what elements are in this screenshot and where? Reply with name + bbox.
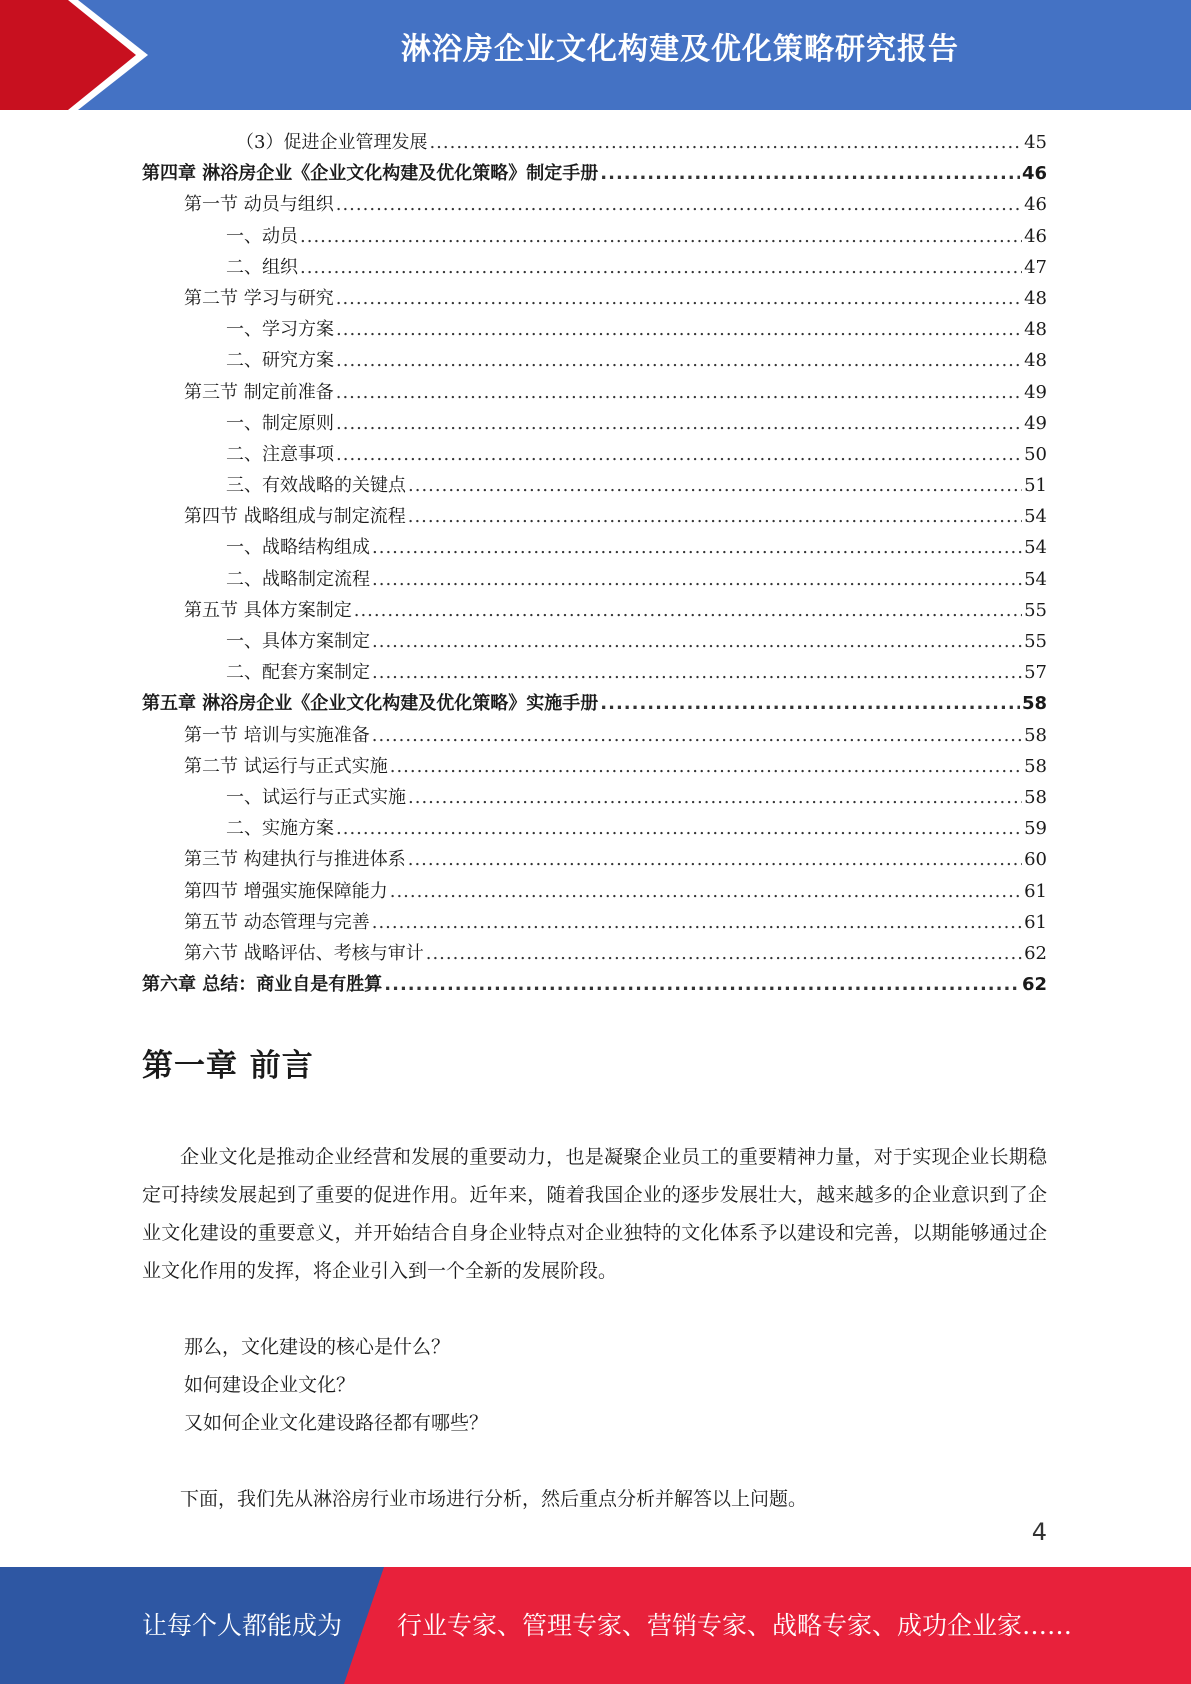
question-line: 又如何企业文化建设路径都有哪些？	[184, 1412, 489, 1434]
toc-entry-label: （3）促进企业管理发展	[236, 132, 428, 153]
toc-entry-label: 一、动员	[226, 225, 298, 247]
toc-entry-subsection[interactable]	[142, 409, 1047, 440]
toc-page-number: 61	[1024, 911, 1047, 933]
toc-entry-label: 二、实施方案	[226, 818, 334, 840]
toc-entry-label: 第二节 学习与研究	[184, 287, 334, 309]
toc-entry-label: 二、战略制定流程	[226, 568, 370, 590]
toc-entry-subsection[interactable]	[142, 253, 1047, 284]
toc-leader-dots	[300, 257, 1022, 278]
toc-entry-subsection[interactable]	[142, 440, 1047, 471]
page-header	[0, 0, 1191, 110]
toc-page-number: 50	[1024, 443, 1047, 465]
toc-page-number: 58	[1024, 724, 1047, 746]
toc-leader-dots	[372, 912, 1022, 933]
toc-entry-label: 一、试运行与正式实施	[226, 786, 406, 808]
toc-page-number: 55	[1024, 631, 1047, 652]
toc-entry-section[interactable]	[142, 939, 1047, 970]
toc-entry-chapter[interactable]	[142, 159, 1047, 190]
toc-leader-dots	[390, 881, 1022, 902]
toc-entry-label: 第四节 增强实施保障能力	[184, 880, 388, 902]
toc-page-number: 46	[1024, 225, 1047, 247]
toc-entry-label: 第四节 战略组成与制定流程	[184, 506, 406, 528]
report-title: 淋浴房企业文化构建及优化策略研究报告	[401, 32, 959, 67]
toc-page-number: 62	[1021, 974, 1047, 996]
toc-leader-dots	[336, 288, 1022, 309]
table-of-contents	[142, 128, 1047, 1001]
toc-entry-subsection[interactable]	[142, 315, 1047, 346]
toc-entry-section[interactable]	[142, 752, 1047, 783]
toc-entry-label: 第六章 总结：商业自是有胜算	[142, 974, 383, 996]
toc-leader-dots	[600, 163, 1020, 184]
chapter-heading: 第一章 前言	[142, 1048, 314, 1084]
toc-page-number: 46	[1021, 163, 1047, 185]
toc-leader-dots	[336, 382, 1022, 403]
toc-entry-label: 二、配套方案制定	[226, 662, 370, 684]
toc-leader-dots	[384, 974, 1020, 995]
toc-leader-dots	[336, 350, 1022, 371]
toc-entry-subsection[interactable]	[142, 222, 1047, 253]
question-line: 如何建设企业文化？	[184, 1374, 356, 1396]
toc-entry-section[interactable]	[142, 596, 1047, 627]
toc-entry-section[interactable]	[142, 877, 1047, 908]
toc-entry-subsection[interactable]	[142, 627, 1047, 658]
toc-leader-dots	[408, 849, 1022, 870]
toc-entry-subsection[interactable]	[142, 565, 1047, 596]
toc-leader-dots	[600, 693, 1020, 714]
toc-entry-section[interactable]	[142, 502, 1047, 533]
toc-entry-subsection[interactable]	[142, 658, 1047, 689]
toc-page-number: 49	[1024, 412, 1047, 434]
toc-entry-label: 二、注意事项	[226, 443, 334, 465]
toc-leader-dots	[372, 569, 1022, 590]
toc-page-number: 54	[1024, 568, 1047, 590]
toc-leader-dots	[300, 226, 1022, 247]
toc-entry-subsection[interactable]	[142, 346, 1047, 377]
toc-entry-label: 第三节 构建执行与推进体系	[184, 849, 406, 871]
toc-leader-dots	[372, 631, 1022, 652]
toc-entry-chapter[interactable]	[142, 970, 1047, 1001]
toc-page-number: 48	[1024, 287, 1047, 309]
toc-entry-label: 一、学习方案	[226, 319, 334, 341]
toc-entry-section[interactable]	[142, 378, 1047, 409]
toc-entry-section[interactable]	[142, 908, 1047, 939]
toc-page-number: 59	[1024, 818, 1047, 840]
toc-entry-subsection[interactable]	[142, 783, 1047, 814]
toc-page-number: 62	[1024, 942, 1047, 964]
toc-entry-subsection[interactable]	[142, 533, 1047, 564]
toc-entry-label: 第四章 淋浴房企业《企业文化构建及优化策略》制定手册	[142, 163, 599, 185]
toc-entry-label: 第一节 培训与实施准备	[184, 724, 370, 746]
toc-leader-dots	[408, 506, 1022, 527]
toc-entry-section[interactable]	[142, 721, 1047, 752]
toc-page-number: 58	[1021, 693, 1047, 715]
footer-slogan-right: 行业专家、管理专家、营销专家、战略专家、成功企业家……	[397, 1611, 1073, 1640]
toc-page-number: 54	[1024, 537, 1047, 559]
toc-leader-dots	[336, 319, 1022, 340]
toc-leader-dots	[372, 662, 1022, 683]
toc-entry-section[interactable]	[142, 845, 1047, 876]
toc-leader-dots	[336, 194, 1022, 215]
toc-page-number: 61	[1024, 880, 1047, 902]
toc-entry[interactable]	[142, 128, 1047, 159]
toc-leader-dots	[429, 132, 1022, 153]
toc-entry-label: 第五章 淋浴房企业《企业文化构建及优化策略》实施手册	[142, 693, 599, 715]
toc-entry-label: 三、有效战略的关键点	[226, 475, 406, 497]
toc-entry-chapter[interactable]	[142, 689, 1047, 720]
page-number: 4	[1031, 1518, 1047, 1546]
toc-page-number: 49	[1024, 381, 1047, 403]
transition-paragraph: 下面，我们先从淋浴房行业市场进行分析，然后重点分析并解答以上问题。	[180, 1488, 808, 1510]
toc-page-number: 58	[1024, 786, 1047, 808]
toc-entry-subsection[interactable]	[142, 814, 1047, 845]
toc-entry-label: 第六节 战略评估、考核与审计	[184, 942, 424, 964]
toc-entry-label: 第二节 试运行与正式实施	[184, 755, 388, 777]
toc-entry-label: 一、制定原则	[226, 412, 334, 434]
question-line: 那么，文化建设的核心是什么？	[184, 1336, 451, 1358]
toc-leader-dots	[372, 725, 1022, 746]
toc-entry-label: 一、具体方案制定	[226, 631, 370, 652]
toc-entry-label: 第五节 具体方案制定	[184, 599, 352, 621]
toc-leader-dots	[372, 537, 1022, 558]
toc-page-number: 60	[1024, 849, 1047, 871]
toc-entry-label: 二、研究方案	[226, 350, 334, 372]
toc-page-number: 45	[1024, 132, 1047, 153]
toc-page-number: 57	[1024, 662, 1047, 684]
toc-leader-dots	[336, 818, 1022, 839]
toc-entry-label: 第五节 动态管理与完善	[184, 911, 370, 933]
toc-page-number: 51	[1024, 475, 1047, 497]
toc-entry-label: 二、组织	[226, 256, 298, 278]
toc-entry-subsection[interactable]	[142, 471, 1047, 502]
toc-page-number: 47	[1024, 256, 1047, 278]
toc-leader-dots	[336, 413, 1022, 434]
toc-page-number: 55	[1024, 599, 1047, 621]
footer-slogan-left: 让每个人都能成为	[142, 1611, 343, 1640]
toc-leader-dots	[336, 444, 1022, 465]
toc-entry-section[interactable]	[142, 284, 1047, 315]
toc-page-number: 58	[1024, 755, 1047, 777]
toc-entry-label: 第三节 制定前准备	[184, 381, 334, 403]
toc-leader-dots	[408, 787, 1022, 808]
intro-paragraph: 企业文化是推动企业经营和发展的重要动力，也是凝聚企业员工的重要精神力量，对于实现企业长期稳定可持续发展起到了重要的促进作用。近年来，随着我国企业的逐步发展壮大，越来越多的企业意识到了企业文化建设的重要意义，并开始结合自身企业特点对企业独特的文化体系予以建设和完善，以期能够通过企业文化作用的发挥，将企业引入到一个全新的发展阶段。	[142, 1146, 1047, 1282]
toc-page-number: 48	[1024, 319, 1047, 341]
toc-page-number: 54	[1024, 506, 1047, 528]
toc-page-number: 46	[1024, 194, 1047, 216]
toc-entry-label: 一、战略结构组成	[226, 537, 370, 559]
toc-leader-dots	[426, 943, 1022, 964]
page-footer	[0, 1567, 1191, 1684]
toc-entry-label: 第一节 动员与组织	[184, 194, 334, 216]
toc-page-number: 48	[1024, 350, 1047, 372]
toc-leader-dots	[390, 756, 1022, 777]
toc-entry-section[interactable]	[142, 190, 1047, 221]
toc-leader-dots	[354, 600, 1022, 621]
toc-leader-dots	[408, 475, 1022, 496]
